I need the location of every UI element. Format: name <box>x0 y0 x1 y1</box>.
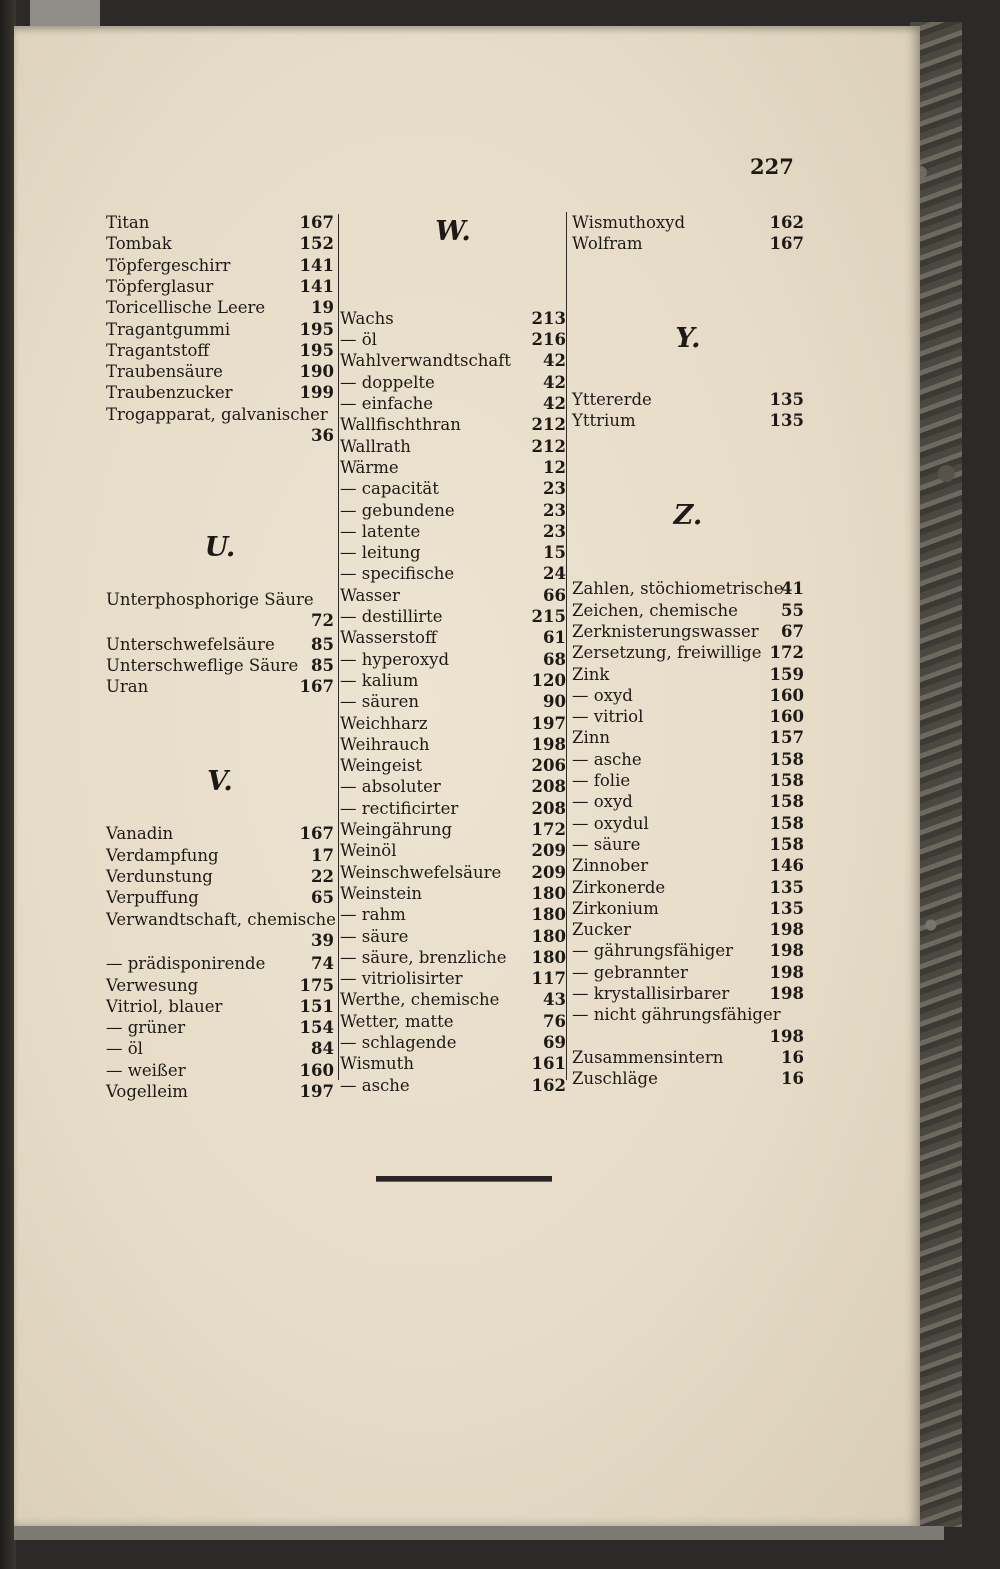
index-entry <box>106 233 334 254</box>
index-term: — leitung <box>340 543 421 563</box>
index-term: — destillirte <box>340 607 443 627</box>
index-entry <box>106 382 334 403</box>
index-entry <box>340 904 566 925</box>
page-reference: 162 <box>531 1075 566 1095</box>
page-reference: 23 <box>543 521 566 541</box>
column-divider <box>338 214 339 1080</box>
index-entry <box>106 610 334 631</box>
index-entry <box>572 233 804 254</box>
index-term: — säure, brenzliche <box>340 947 507 967</box>
index-term: Wismuth <box>340 1054 414 1074</box>
index-entry <box>340 1053 566 1074</box>
index-entry <box>340 691 566 712</box>
index-term: Weingeist <box>340 756 422 776</box>
index-entry <box>106 676 334 697</box>
section-letter-heading: U. <box>204 531 236 563</box>
index-entry <box>340 350 566 371</box>
page-reference: 69 <box>543 1033 566 1053</box>
index-entry <box>340 393 566 414</box>
index-term: Wismuthoxyd <box>572 213 686 232</box>
index-term: Töpferglasur <box>106 276 214 296</box>
index-term: Wasserstoff <box>340 628 437 648</box>
index-term: — schlagende <box>340 1033 457 1053</box>
index-entry <box>572 898 804 919</box>
page-reference: 180 <box>531 926 566 946</box>
index-entry <box>340 585 566 606</box>
index-term: Unterschwefelsäure <box>106 634 275 654</box>
column-divider <box>566 212 567 1080</box>
page-reference: 172 <box>769 643 804 663</box>
page-reference: 90 <box>543 692 566 712</box>
index-term: — vitriol <box>572 707 644 727</box>
index-term: Yttrium <box>572 411 636 431</box>
section-letter-heading: Z. <box>673 499 703 531</box>
index-term: Wärme <box>340 457 399 477</box>
index-term: Wachs <box>340 308 394 328</box>
page-reference: 158 <box>769 749 804 769</box>
index-entry <box>106 996 334 1017</box>
page-reference: 198 <box>769 941 804 961</box>
page-reference: 158 <box>769 834 804 854</box>
index-term: Verwandtschaft, chemische <box>106 909 336 929</box>
index-entry <box>340 478 566 499</box>
index-term: — vitriolisirter <box>340 969 463 989</box>
index-entry <box>572 813 804 834</box>
index-entry <box>572 770 804 791</box>
corner-tab <box>30 0 100 28</box>
index-term: Verwesung <box>106 975 199 995</box>
page-reference: 135 <box>769 898 804 918</box>
index-term: — nicht gährungsfähiger <box>572 1005 781 1025</box>
index-entry <box>340 563 566 584</box>
index-term: Zucker <box>572 920 631 940</box>
index-entry <box>340 734 566 755</box>
index-term: Zeichen, chemische <box>572 600 738 620</box>
index-entry <box>572 877 804 898</box>
index-term: Vogelleim <box>106 1082 188 1102</box>
page-reference: 158 <box>769 771 804 791</box>
page-reference: 39 <box>311 930 334 950</box>
page-reference: 198 <box>769 962 804 982</box>
index-term: Zirkonerde <box>572 877 666 897</box>
page-reference: 206 <box>531 756 566 776</box>
index-entry <box>340 436 566 457</box>
index-term: — weißer <box>106 1060 186 1080</box>
page-reference: 213 <box>531 308 566 328</box>
index-entry <box>340 713 566 734</box>
page-reference: 135 <box>769 411 804 431</box>
page-reference: 24 <box>543 564 566 584</box>
index-entry <box>340 1032 566 1053</box>
index-entry <box>572 855 804 876</box>
index-term: Verdunstung <box>106 866 213 886</box>
index-term: Wahlverwandtschaft <box>340 351 511 371</box>
index-entry <box>340 798 566 819</box>
index-entry <box>572 727 804 748</box>
page-reference: 180 <box>531 883 566 903</box>
page-reference: 159 <box>769 664 804 684</box>
index-term: Zuschläge <box>572 1069 658 1089</box>
index-entry <box>340 542 566 563</box>
page-reference: 16 <box>781 1047 804 1067</box>
index-entry <box>106 909 334 930</box>
page-reference: 17 <box>311 845 334 865</box>
page-reference: 41 <box>781 579 804 599</box>
page-reference: 151 <box>299 996 334 1016</box>
index-entry <box>106 930 334 951</box>
book-page <box>14 26 920 1526</box>
index-term: — säure <box>340 926 409 946</box>
page-reference: 198 <box>769 1026 804 1046</box>
page-reference: 117 <box>531 969 566 989</box>
index-entry <box>340 819 566 840</box>
index-term: Tragantgummi <box>106 319 231 339</box>
index-entry <box>106 255 334 276</box>
page-reference: 212 <box>531 415 566 435</box>
page-reference: 16 <box>781 1069 804 1089</box>
index-entry <box>106 655 334 676</box>
index-entry <box>572 791 804 812</box>
page-reference: 23 <box>543 479 566 499</box>
page-reference: 19 <box>311 298 334 318</box>
index-term: Trogapparat, galvanischer <box>106 404 328 424</box>
index-entry <box>572 1047 804 1068</box>
index-term: Uran <box>106 677 149 697</box>
page-reference: 198 <box>769 984 804 1004</box>
index-entry <box>572 706 804 727</box>
index-entry <box>572 212 804 233</box>
index-term: Zinn <box>572 728 610 748</box>
index-entry <box>340 862 566 883</box>
index-term: Toricellische Leere <box>106 298 266 318</box>
page-reference: 76 <box>543 1011 566 1031</box>
index-term: Tombak <box>106 234 172 254</box>
index-entry <box>572 578 804 599</box>
index-entry <box>106 845 334 866</box>
page-reference: 85 <box>311 634 334 654</box>
page-reference: 135 <box>769 877 804 897</box>
index-entry <box>340 414 566 435</box>
index-entry <box>572 919 804 940</box>
index-entry <box>106 297 334 318</box>
index-term: Unterphosphorige Säure <box>106 590 314 609</box>
section-letter-heading: Y. <box>675 322 701 354</box>
index-term: Weinstein <box>340 883 423 903</box>
index-term: — doppelte <box>340 372 435 392</box>
index-term: — grüner <box>106 1018 186 1038</box>
index-term: Zahlen, stöchiometrische <box>572 579 784 599</box>
page-reference: 190 <box>299 362 334 382</box>
page-reference: 68 <box>543 649 566 669</box>
index-entry <box>572 962 804 983</box>
page-reference: 55 <box>781 600 804 620</box>
index-term: — oxydul <box>572 813 649 833</box>
index-term: Traubensäure <box>106 362 223 382</box>
index-entry <box>340 776 566 797</box>
index-entry <box>340 649 566 670</box>
page-reference: 195 <box>299 340 334 360</box>
index-term: Tragantstoff <box>106 340 210 360</box>
index-term: — asche <box>572 749 642 769</box>
page-reference: 209 <box>531 862 566 882</box>
index-entry <box>340 670 566 691</box>
index-entry <box>572 834 804 855</box>
index-term: Titan <box>106 213 150 232</box>
index-term: Töpfergeschirr <box>106 255 231 275</box>
index-entry <box>572 410 804 431</box>
page-reference: 67 <box>781 621 804 641</box>
index-term: — krystallisirbarer <box>572 984 730 1004</box>
end-rule <box>376 1176 552 1182</box>
index-entry <box>106 212 334 233</box>
index-entry <box>340 329 566 350</box>
index-term: Unterschweflige Säure <box>106 656 299 676</box>
page-reference: 197 <box>299 1082 334 1102</box>
page-reference: 61 <box>543 628 566 648</box>
index-entry <box>572 749 804 770</box>
index-entry <box>106 1038 334 1059</box>
page-reference: 209 <box>531 841 566 861</box>
index-term: — rectificirter <box>340 798 459 818</box>
page-reference: 212 <box>531 436 566 456</box>
page-reference: 208 <box>531 777 566 797</box>
page-reference: 43 <box>543 990 566 1010</box>
index-entry <box>340 606 566 627</box>
index-term: — hyperoxyd <box>340 649 450 669</box>
index-entry <box>340 521 566 542</box>
page-reference: 167 <box>299 213 334 232</box>
index-entry <box>572 940 804 961</box>
page-reference: 197 <box>531 713 566 733</box>
index-entry <box>572 664 804 685</box>
page-reference: 42 <box>543 351 566 371</box>
index-term: Wolfram <box>572 234 643 254</box>
index-entry <box>340 372 566 393</box>
page-reference: 152 <box>299 234 334 254</box>
index-entry <box>340 308 566 329</box>
index-term: Zinnober <box>572 856 649 876</box>
index-term: Zerknisterungswasser <box>572 621 759 641</box>
page-reference: 15 <box>543 543 566 563</box>
index-entry <box>340 840 566 861</box>
index-term: Weinschwefelsäure <box>340 862 502 882</box>
index-term: — latente <box>340 521 421 541</box>
page-reference: 36 <box>311 426 334 445</box>
page-reference: 215 <box>531 607 566 627</box>
page-reference: 216 <box>531 330 566 350</box>
page-reference: 167 <box>299 677 334 697</box>
index-entry <box>340 883 566 904</box>
index-term: Zusammensintern <box>572 1047 724 1067</box>
section-letter-heading: V. <box>207 765 233 797</box>
index-entry <box>572 642 804 663</box>
page-reference: 141 <box>299 276 334 296</box>
index-term: Zersetzung, freiwillige <box>572 643 762 663</box>
page-reference: 146 <box>769 856 804 876</box>
page-bottom-edge <box>14 1526 944 1540</box>
page-reference: 72 <box>311 611 334 631</box>
page-reference: 154 <box>299 1018 334 1038</box>
index-entry <box>106 887 334 908</box>
index-entry <box>106 276 334 297</box>
page-reference: 198 <box>531 734 566 754</box>
index-term: — säuren <box>340 692 419 712</box>
section-letter-heading: W. <box>435 216 471 248</box>
page-reference: 22 <box>311 866 334 886</box>
index-entry <box>572 1004 804 1025</box>
page-reference: 167 <box>299 824 334 844</box>
page-reference: 42 <box>543 394 566 414</box>
page-reference: 12 <box>543 457 566 477</box>
index-term: — gährungsfähiger <box>572 941 734 961</box>
page-reference: 42 <box>543 372 566 392</box>
index-entry <box>340 457 566 478</box>
index-term: — specifische <box>340 564 455 584</box>
index-term: Wasser <box>340 585 400 605</box>
index-term: — einfache <box>340 394 433 414</box>
index-term: Weichharz <box>340 713 428 733</box>
page-reference: 160 <box>769 685 804 705</box>
page-reference: 172 <box>531 820 566 840</box>
index-term: — oxyd <box>572 792 633 812</box>
index-entry <box>340 755 566 776</box>
index-term: Yttererde <box>572 389 652 409</box>
index-entry <box>106 634 334 655</box>
index-entry <box>572 600 804 621</box>
index-term: — säure <box>572 834 641 854</box>
index-term: Zink <box>572 664 610 684</box>
index-entry <box>340 500 566 521</box>
index-term: Wallfischthran <box>340 415 461 435</box>
index-term: — öl <box>340 330 377 350</box>
index-entry <box>340 947 566 968</box>
page-reference: 23 <box>543 500 566 520</box>
index-term: Verpuffung <box>106 888 199 908</box>
index-term: — öl <box>106 1039 143 1059</box>
page-reference: 180 <box>531 947 566 967</box>
index-entry <box>572 621 804 642</box>
index-term: Weinöl <box>340 841 397 861</box>
index-term: Wallrath <box>340 436 411 456</box>
index-entry <box>572 1026 804 1047</box>
index-term: — gebundene <box>340 500 455 520</box>
index-term: Verdampfung <box>106 845 219 865</box>
index-entry <box>106 1081 334 1102</box>
page-reference: 65 <box>311 888 334 908</box>
index-entry <box>106 1017 334 1038</box>
index-term: — kalium <box>340 670 419 690</box>
page-reference: 160 <box>299 1060 334 1080</box>
index-entry <box>340 968 566 989</box>
index-term: — asche <box>340 1075 410 1095</box>
page-reference: 84 <box>311 1039 334 1059</box>
index-term: Traubenzucker <box>106 383 233 403</box>
index-term: Weihrauch <box>340 734 430 754</box>
page-reference: 208 <box>531 798 566 818</box>
index-term: Weingährung <box>340 820 453 840</box>
index-entry <box>106 404 334 425</box>
index-entry <box>572 685 804 706</box>
page-reference: 175 <box>299 975 334 995</box>
index-term: — capacität <box>340 479 439 499</box>
index-term: — folie <box>572 771 631 791</box>
index-entry <box>106 319 334 340</box>
index-entry <box>340 989 566 1010</box>
index-entry <box>106 1060 334 1081</box>
index-entry <box>572 983 804 1004</box>
page-reference: 66 <box>543 585 566 605</box>
index-entry <box>106 589 334 610</box>
index-entry <box>572 1068 804 1089</box>
page-reference: 161 <box>531 1054 566 1074</box>
index-term: — gebrannter <box>572 962 688 982</box>
page-reference: 135 <box>769 389 804 409</box>
index-entry <box>340 627 566 648</box>
page-reference: 74 <box>311 954 334 974</box>
index-term: — absoluter <box>340 777 441 797</box>
page-reference: 158 <box>769 813 804 833</box>
page-reference: 120 <box>531 670 566 690</box>
index-entry <box>340 1075 566 1096</box>
page-reference: 167 <box>769 234 804 254</box>
index-term: — oxyd <box>572 685 633 705</box>
index-term: — rahm <box>340 905 406 925</box>
index-entry <box>106 340 334 361</box>
index-term: Zirkonium <box>572 898 659 918</box>
page-reference: 160 <box>769 707 804 727</box>
index-term: Werthe, chemische <box>340 990 500 1010</box>
index-entry <box>106 425 334 446</box>
index-entry <box>106 361 334 382</box>
page-reference: 195 <box>299 319 334 339</box>
index-term: Vitriol, blauer <box>106 996 223 1016</box>
index-entry <box>106 866 334 887</box>
index-entry <box>340 926 566 947</box>
page-reference: 162 <box>769 213 804 232</box>
page-reference: 85 <box>311 656 334 676</box>
page-reference: 157 <box>769 728 804 748</box>
page-reference: 158 <box>769 792 804 812</box>
index-entry <box>106 953 334 974</box>
page-reference: 198 <box>769 920 804 940</box>
page-reference: 180 <box>531 905 566 925</box>
page-number: 227 <box>750 154 794 179</box>
index-entry <box>340 1011 566 1032</box>
index-entry <box>572 389 804 410</box>
page-reference: 141 <box>299 255 334 275</box>
index-term: Wetter, matte <box>340 1011 454 1031</box>
index-entry <box>106 975 334 996</box>
page-reference: 199 <box>299 383 334 403</box>
index-term: Vanadin <box>106 824 174 844</box>
index-term: — prädisponirende <box>106 954 266 974</box>
index-entry <box>106 823 334 844</box>
